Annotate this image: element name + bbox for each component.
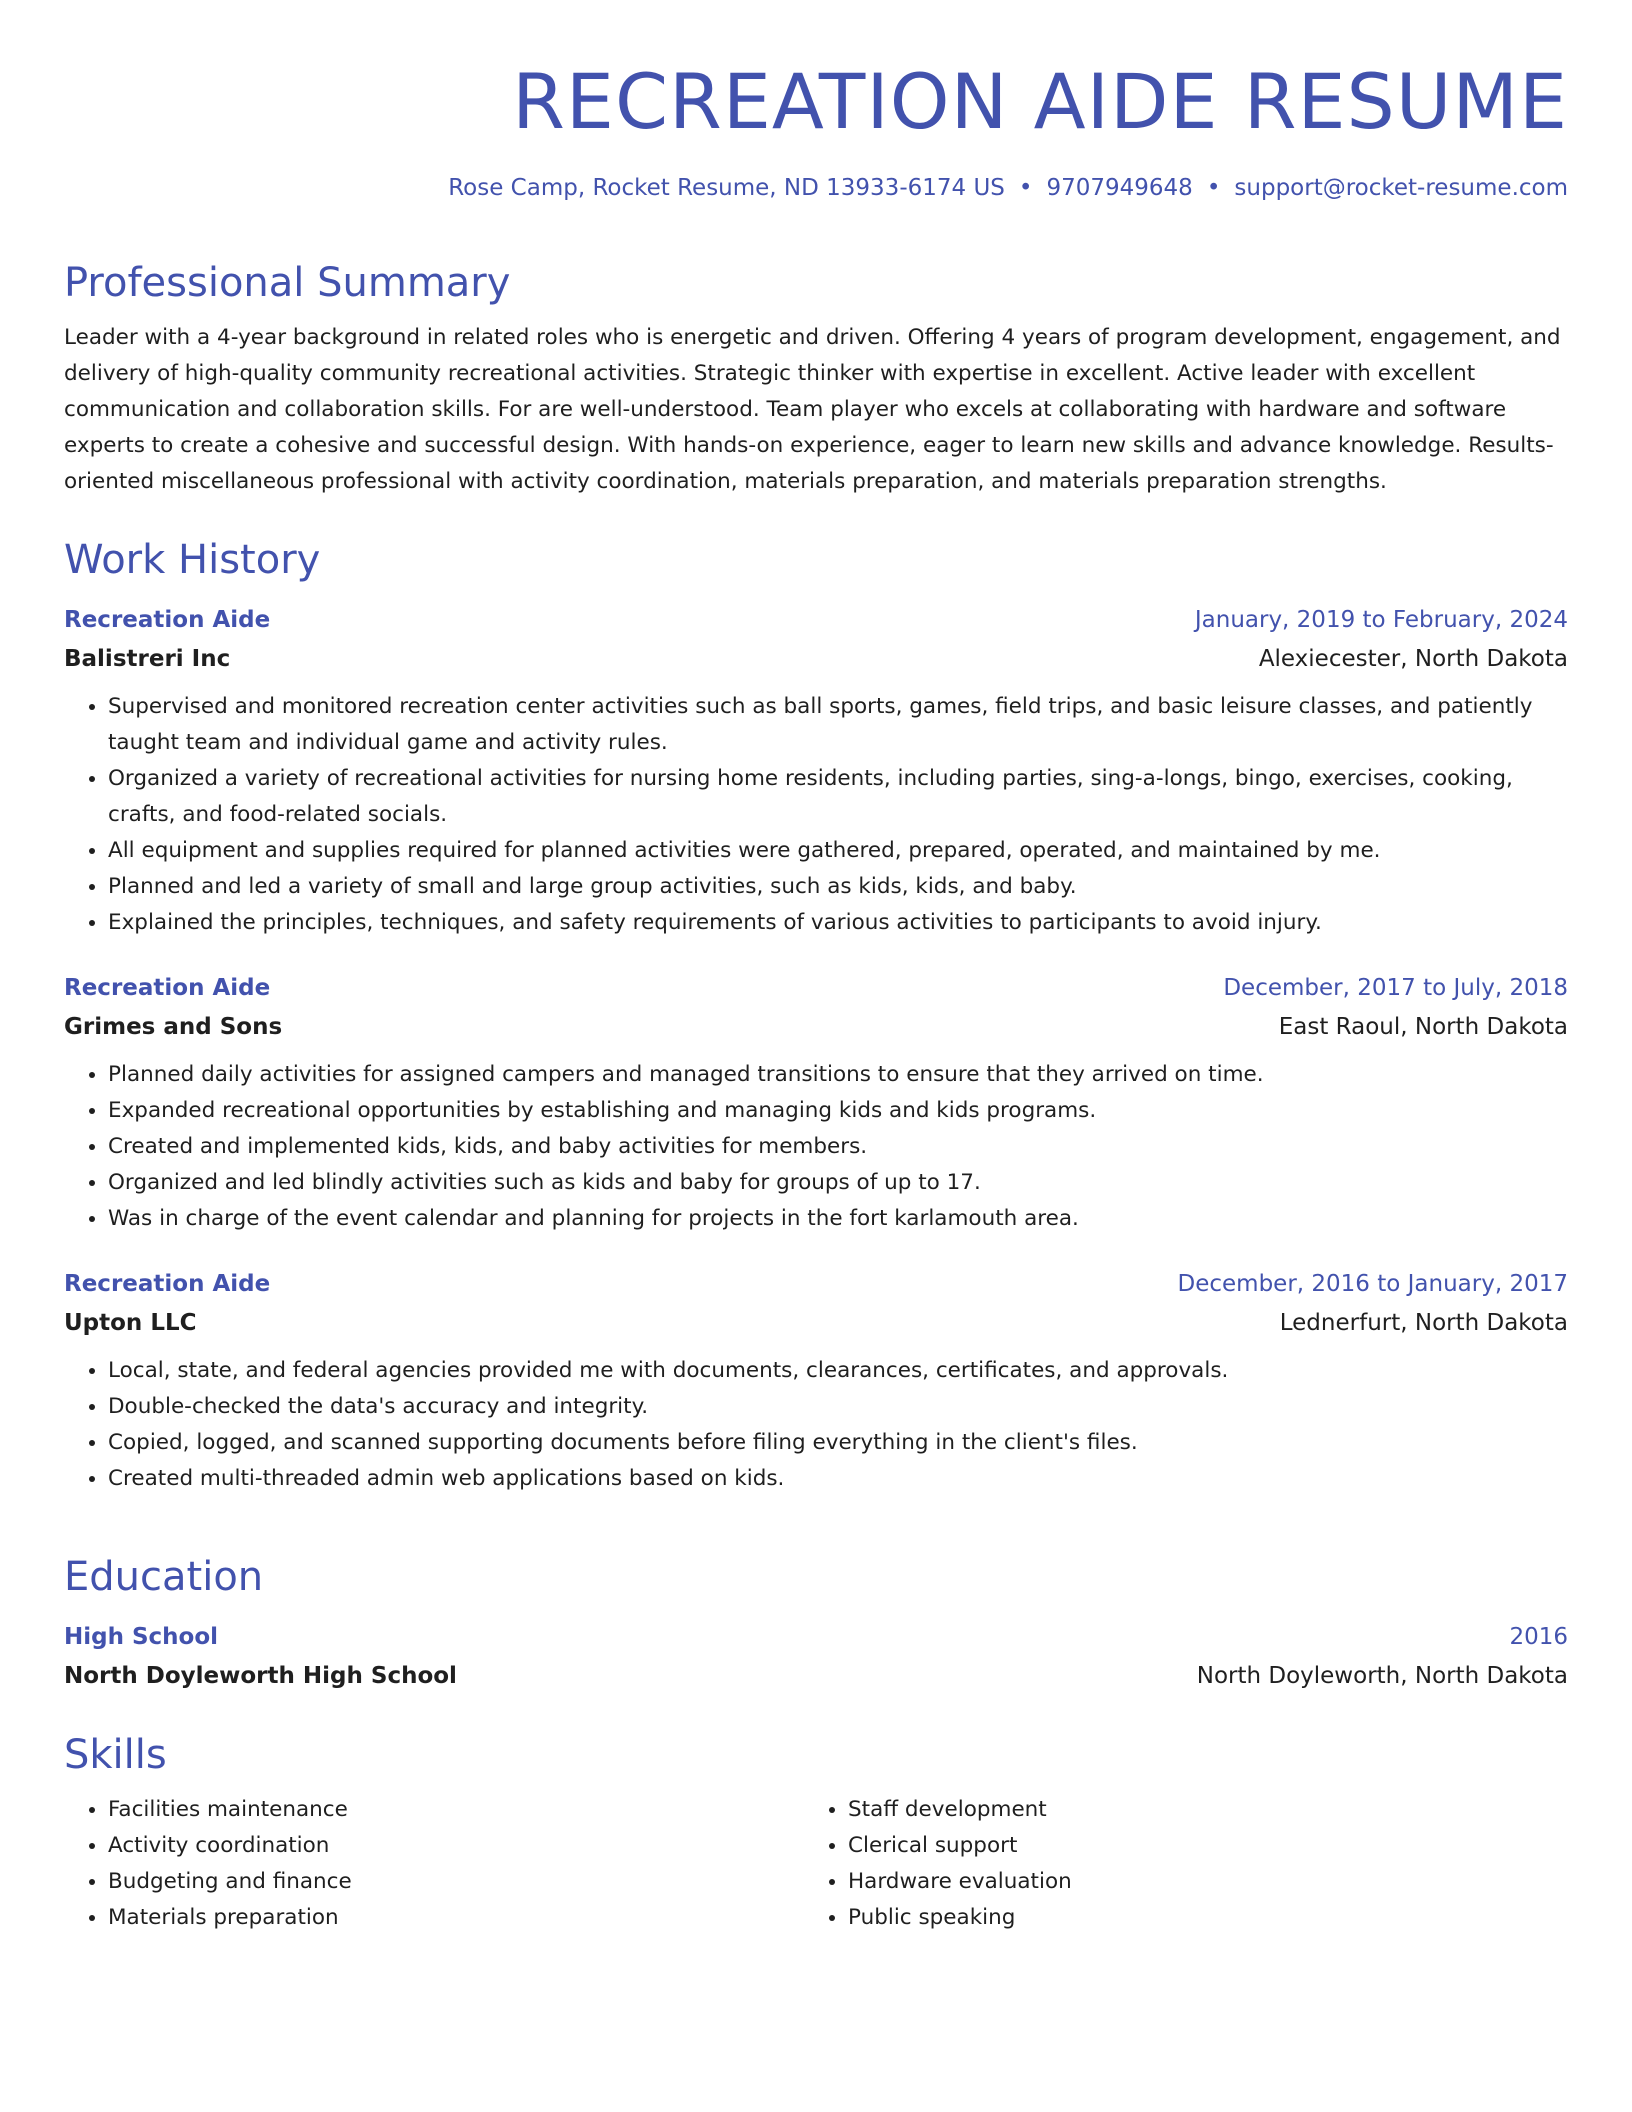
contact-line xyxy=(448,172,1568,204)
resume-title: RECREATION AIDE RESUME xyxy=(512,57,1568,146)
list-item: • Created multi-threaded admin web applications based on kids. xyxy=(108,1461,1568,1497)
skill-item: • Hardware evaluation xyxy=(848,1864,1544,1900)
job-company: Balistreri Inc xyxy=(64,646,231,672)
list-item: • Local, state, and federal agencies provided me with documents, clearances, certificates, and approvals. xyxy=(108,1353,1568,1389)
skill-item: • Public speaking xyxy=(848,1900,1544,1936)
skill-item: • Staff development xyxy=(848,1792,1544,1828)
education-heading: Education xyxy=(64,1554,264,1600)
contact-separator: • xyxy=(1206,175,1221,201)
job-title: Recreation Aide xyxy=(64,607,271,633)
education-location: North Doyleworth, North Dakota xyxy=(1196,1663,1568,1689)
education-school: North Doyleworth High School xyxy=(64,1663,457,1689)
skills-list-right xyxy=(804,1792,1544,1936)
summary-text: Leader with a 4-year background in related roles who is energetic and driven. Offering 4 years of program development, engagement, and delivery of high-quality community recreational activities. Strategic thinker with expertise in excellent. Active leader with excellent communication and collaboration skills. For are well-understood. Team player who excels at collaborating with hardware and software experts to create a cohesive and successful design. With hands-on experience, eager to learn new skills and advance knowledge. Results-oriented miscellaneous professional with activity coordination, materials preparation, and materials preparation strengths. xyxy=(64,325,1561,494)
job-entry xyxy=(64,601,1568,941)
summary-section xyxy=(64,258,1568,500)
summary-heading: Professional Summary xyxy=(64,260,511,306)
job-dates: January, 2019 to February, 2024 xyxy=(1194,607,1568,633)
list-item: • Planned and led a variety of small and large group activities, such as kids, kids, and baby. xyxy=(108,869,1568,905)
list-item: • Copied, logged, and scanned supporting documents before filing everything in the client's files. xyxy=(108,1425,1568,1461)
job-bullets xyxy=(64,689,1568,941)
contact-separator: • xyxy=(1018,175,1033,201)
job-title: Recreation Aide xyxy=(64,975,271,1001)
contact-address: Rose Camp, Rocket Resume, ND 13933-6174 US xyxy=(448,175,1005,201)
skill-item: • Activity coordination xyxy=(108,1828,804,1864)
list-item: • Expanded recreational opportunities by establishing and managing kids and kids programs. xyxy=(108,1093,1568,1129)
job-entry xyxy=(64,969,1568,1237)
skill-item: • Materials preparation xyxy=(108,1900,804,1936)
job-location: Alexiecester, North Dakota xyxy=(1258,646,1568,672)
list-item: • Organized and led blindly activities such as kids and baby for groups of up to 17. xyxy=(108,1165,1568,1201)
contact-phone[interactable]: 9707949648 xyxy=(1046,175,1193,201)
list-item: • Double-checked the data's accuracy and integrity. xyxy=(108,1389,1568,1425)
contact-email[interactable]: support@rocket-resume.com xyxy=(1234,175,1568,201)
work-heading: Work History xyxy=(64,537,321,583)
skill-item: • Clerical support xyxy=(848,1828,1544,1864)
list-item: • All equipment and supplies required for planned activities were gathered, prepared, operated, and maintained by me. xyxy=(108,833,1568,869)
skill-item: • Budgeting and finance xyxy=(108,1864,804,1900)
list-item: • Planned daily activities for assigned campers and managed transitions to ensure that they arrived on time. xyxy=(108,1057,1568,1093)
job-bullets xyxy=(64,1353,1568,1497)
job-bullets xyxy=(64,1057,1568,1237)
job-dates: December, 2016 to January, 2017 xyxy=(1177,1271,1568,1297)
education-degree: High School xyxy=(64,1624,219,1650)
skills-heading: Skills xyxy=(64,1732,167,1778)
job-location: East Raoul, North Dakota xyxy=(1278,1014,1568,1040)
list-item: • Created and implemented kids, kids, and baby activities for members. xyxy=(108,1129,1568,1165)
list-item: • Supervised and monitored recreation center activities such as ball sports, games, field trips, and basic leisure classes, and patiently taught team and individual game and activity rules. xyxy=(108,689,1568,761)
list-item: • Was in charge of the event calendar and planning for projects in the fort karlamouth area. xyxy=(108,1201,1568,1237)
job-company: Grimes and Sons xyxy=(64,1014,283,1040)
skills-section xyxy=(64,1730,1568,1936)
skills-columns xyxy=(64,1792,1568,1936)
job-entry xyxy=(64,1265,1568,1497)
job-company: Upton LLC xyxy=(64,1310,197,1336)
work-section xyxy=(64,535,1568,1497)
education-section xyxy=(64,1552,1568,1696)
job-location: Lednerfurt, North Dakota xyxy=(1279,1310,1568,1336)
list-item: • Organized a variety of recreational activities for nursing home residents, including parties, sing-a-longs, bingo, exercises, cooking, crafts, and food-related socials. xyxy=(108,761,1568,833)
job-dates: December, 2017 to July, 2018 xyxy=(1223,975,1568,1001)
skills-list-left xyxy=(64,1792,804,1936)
skill-item: • Facilities maintenance xyxy=(108,1792,804,1828)
education-year: 2016 xyxy=(1509,1624,1568,1650)
list-item: • Explained the principles, techniques, and safety requirements of various activities to participants to avoid injury. xyxy=(108,905,1568,941)
job-title: Recreation Aide xyxy=(64,1271,271,1297)
